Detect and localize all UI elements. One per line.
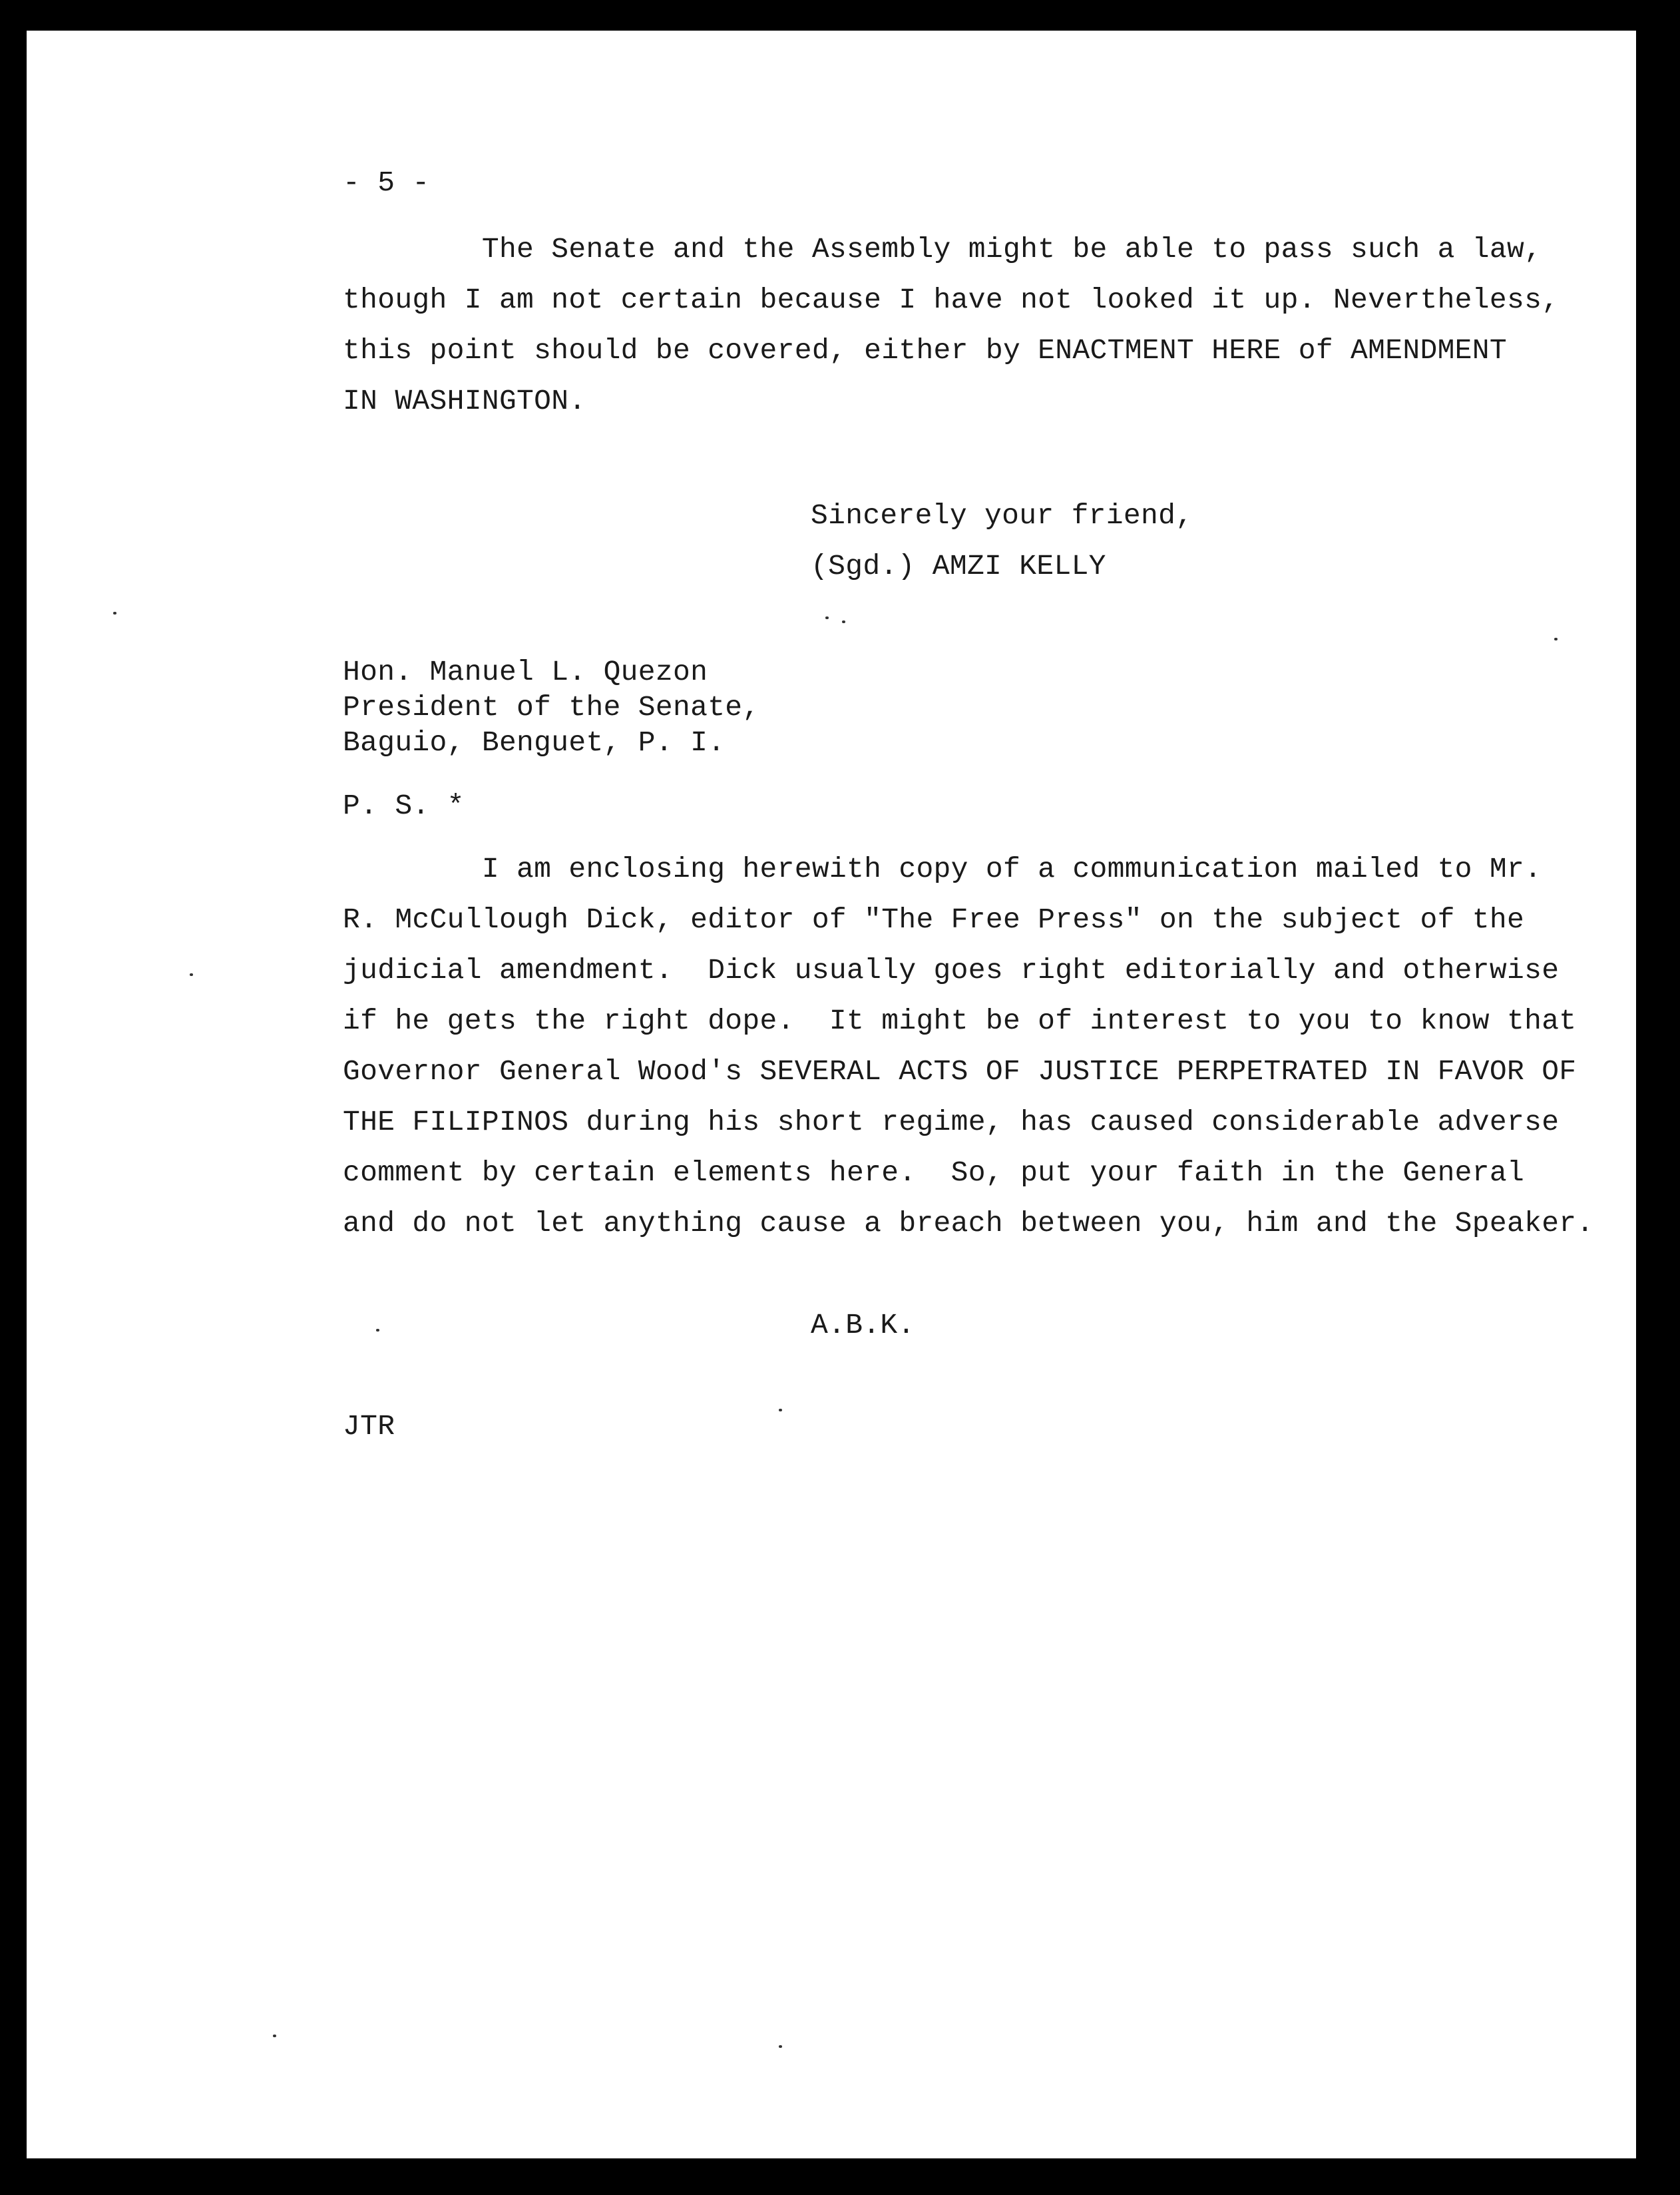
- scan-speck: [273, 2035, 276, 2037]
- typist-initials: JTR: [343, 1410, 395, 1443]
- postscript-line: judicial amendment. Dick usually goes right editorially and otherwise: [343, 954, 1560, 987]
- scan-speck: [779, 1409, 782, 1411]
- scan-speck: [825, 616, 829, 619]
- postscript-line: R. McCullough Dick, editor of "The Free Press" on the subject of the: [343, 903, 1525, 936]
- postscript-line: if he gets the right dope. It might be of interest to you to know that: [343, 1005, 1577, 1037]
- document-page: [27, 31, 1636, 2158]
- postscript-line: and do not let anything cause a breach between you, him and the Speaker.: [343, 1207, 1594, 1240]
- closing-salutation: Sincerely your friend,: [811, 499, 1193, 532]
- scan-speck: [842, 620, 845, 623]
- scan-speck: [779, 2045, 782, 2048]
- addressee-name: Hon. Manuel L. Quezon: [343, 656, 708, 688]
- postscript-line: comment by certain elements here. So, put your faith in the General: [343, 1156, 1525, 1189]
- signature: (Sgd.) AMZI KELLY: [811, 550, 1106, 583]
- postscript-line: I am enclosing herewith copy of a communication mailed to Mr.: [343, 853, 1542, 885]
- addressee-location: Baguio, Benguet, P. I.: [343, 726, 726, 759]
- scan-speck: [376, 1329, 379, 1332]
- scan-speck: [113, 612, 116, 614]
- page-number: - 5 -: [343, 166, 430, 199]
- body-line: this point should be covered, either by ENACTMENT HERE of AMENDMENT: [343, 334, 1507, 367]
- scan-speck: [1554, 638, 1558, 640]
- postscript-line: THE FILIPINOS during his short regime, has caused considerable adverse: [343, 1106, 1560, 1138]
- body-line: IN WASHINGTON.: [343, 385, 586, 417]
- body-line: though I am not certain because I have not looked it up. Nevertheless,: [343, 284, 1560, 316]
- postscript-initials: A.B.K.: [811, 1309, 915, 1341]
- postscript-line: Governor General Wood's SEVERAL ACTS OF JUSTICE PERPETRATED IN FAVOR OF: [343, 1055, 1577, 1088]
- body-line: The Senate and the Assembly might be able to pass such a law,: [343, 233, 1542, 266]
- postscript-heading: P. S. *: [343, 790, 465, 822]
- scan-speck: [190, 973, 193, 976]
- addressee-title: President of the Senate,: [343, 691, 760, 724]
